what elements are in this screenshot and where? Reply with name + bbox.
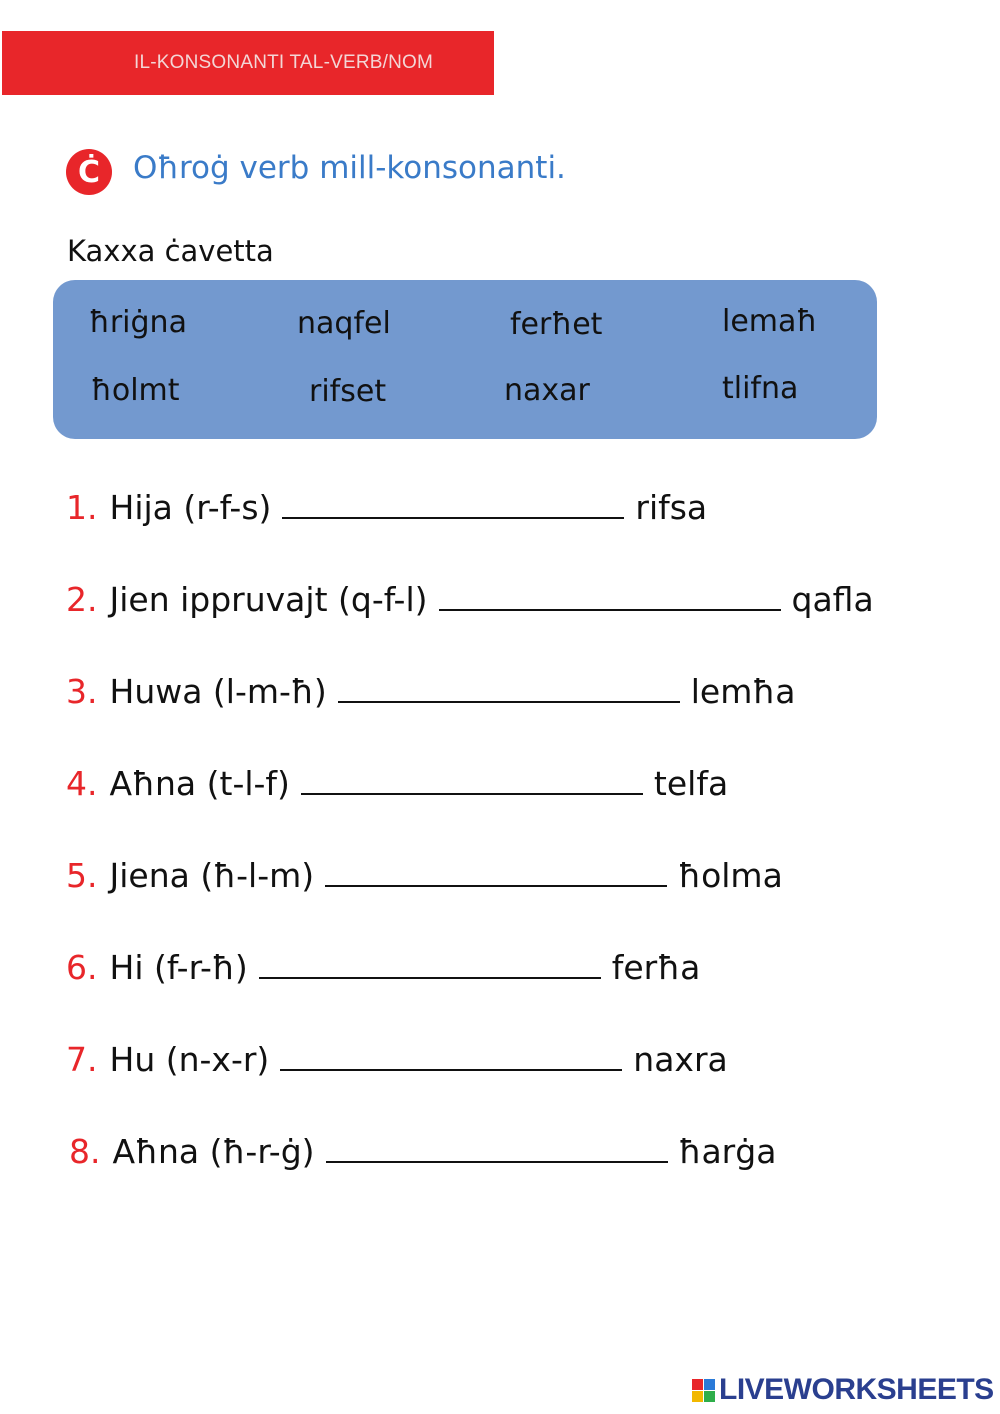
exercise-prompt: Aħna (ħ-r-ġ) [112,1132,315,1171]
exercise-number: 7. [66,1040,98,1079]
exercise-number: 4. [66,764,98,803]
exercise-prompt: Hu (n-x-r) [109,1040,270,1079]
word-box-item[interactable]: tlifna [722,371,799,406]
exercise-item-3 [66,672,796,711]
answer-blank[interactable] [325,861,667,887]
word-box-item[interactable]: ħolmt [91,373,180,408]
wordbox-label: Kaxxa ċavetta [67,234,274,268]
answer-blank[interactable] [280,1045,622,1071]
word-box-item[interactable]: ħriġna [89,305,187,340]
banner-title: IL-KONSONANTI TAL-VERB/NOM [134,52,434,73]
exercise-prompt: Hija (r-f-s) [109,488,272,527]
exercise-suffix: naxra [633,1040,728,1079]
exercise-suffix: rifsa [635,488,708,527]
section-title: Oħroġ verb mill-konsonanti. [133,150,566,186]
exercise-number: 5. [66,856,98,895]
word-box-item[interactable]: ferħet [510,307,603,342]
exercise-prompt: Huwa (l-m-ħ) [109,672,327,711]
exercise-number: 6. [66,948,98,987]
exercise-item-5 [66,856,783,895]
word-box [53,280,877,439]
exercise-item-2 [66,580,874,619]
answer-blank[interactable] [301,769,643,795]
answer-blank[interactable] [282,493,624,519]
answer-blank[interactable] [326,1137,668,1163]
exercise-item-6 [66,948,700,987]
exercise-suffix: qafla [791,580,874,619]
exercise-suffix: ħarġa [678,1132,777,1171]
word-box-item[interactable]: rifset [309,374,387,409]
answer-blank[interactable] [338,677,680,703]
logo-mark-icon [692,1379,715,1402]
exercise-prompt: Hi (f-r-ħ) [109,948,248,987]
word-box-item[interactable]: naxar [504,373,590,408]
word-box-item[interactable]: naqfel [297,306,391,341]
exercise-suffix: ħolma [678,856,783,895]
exercise-number: 2. [66,580,98,619]
logo-text: LIVEWORKSHEETS [719,1373,994,1406]
exercise-item-8 [69,1132,776,1171]
exercise-prompt: Jiena (ħ-l-m) [109,856,315,895]
word-box-item[interactable]: lemaħ [722,304,818,339]
exercise-number: 1. [66,488,98,527]
answer-blank[interactable] [259,953,601,979]
exercise-number: 8. [69,1132,101,1171]
exercise-suffix: ferħa [611,948,701,987]
exercise-prompt: Aħna (t-l-f) [109,764,290,803]
liveworksheets-logo [692,1373,994,1407]
exercise-item-4 [66,764,728,803]
section-letter-badge: Ċ [66,149,112,195]
exercise-prompt: Jien ippruvajt (q-f-l) [109,580,428,619]
answer-blank[interactable] [439,585,781,611]
exercise-number: 3. [66,672,98,711]
exercise-item-1 [66,488,707,527]
exercise-item-7 [66,1040,728,1079]
header-banner [2,31,494,95]
exercise-suffix: telfa [653,764,729,803]
exercise-suffix: lemħa [690,672,796,711]
